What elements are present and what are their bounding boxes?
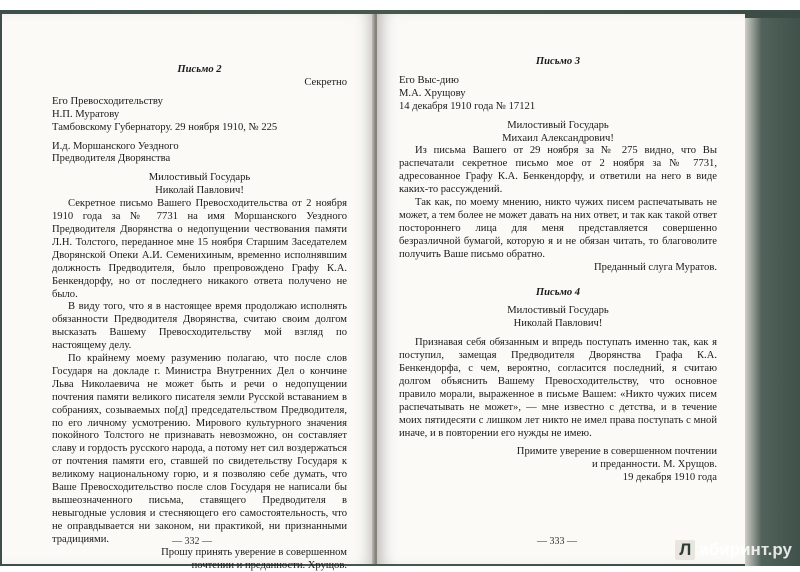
addressee-line: Тамбовскому Губернатору. 29 ноября 1910, № 225 bbox=[52, 121, 278, 133]
salutation-line: Милостивый Государь bbox=[507, 305, 609, 317]
body-paragraph: По крайнему моему разумению полагаю, что после слов Государя на докладе г. Министра Внутренних Дел о кончине Льва Николаевича не может быть и речи о недопущении почтения памяти великого писателя земли Русской вставанием в собраниях, созываемых по[д] председательством Предводителя, по его личному усмотрению. Мирового культурного значения покойного Толстого не признавать невозможно, он составляет славу и гордость русского народа, а потому нет сил воздержаться от почтения памяти его, ставшей по свидетельству Государя к великому национальному горю, и я позволяю себе думать, что Ваше Превосходительство после слов Государя не написали бы вышеозначенного письма, ставящего Предводителя в невыгодные условия и стесняющего его самостоятельность, что не оправдывается ни законом, ни практикой, ни признанными традициями. bbox=[52, 353, 347, 545]
body-paragraph: Так как, по моему мнению, никто чужих писем распечатывать не может, а тем более не может давать на них ответ, и так как такой ответ постороннего лица для меня представляется совершенно безразличной бумагой, которую я и не обязан читать, то благоволите получить Ваше письмо обратно. bbox=[399, 197, 717, 260]
addressee-line: Н.П. Муратову bbox=[52, 108, 120, 120]
left-page bbox=[2, 14, 375, 571]
body-paragraph: В виду того, что я в настоящее время продолжаю исполнять обязанности Предводителя Дворянства, считаю своим долгом высказать Вашему Превосходительству мой взгляд по настоящему делу. bbox=[52, 301, 347, 352]
addressee-line: Его Превосходительству bbox=[52, 95, 163, 107]
right-page bbox=[377, 14, 745, 564]
closing-line: почтении и преданности. Хрущов. bbox=[191, 559, 347, 571]
salutation-line: Милостивый Государь bbox=[148, 172, 251, 184]
addressee-line: Его Выс-дию bbox=[399, 74, 459, 86]
page-number: — 333 — bbox=[537, 536, 577, 547]
letter-3-heading: Письмо 3 bbox=[535, 56, 581, 67]
page-number: — 332 — bbox=[172, 536, 212, 547]
body-paragraph: Секретное письмо Вашего Превосходительства от 2 ноября 1910 года за № 7731 на имя Моршанского Уездного Предводителя Дворянства о недопущении чествования памяти Л.Н. Толстого, переданное мне 15 ноября Старшим Заседателем Дворянской Опеки А.И. Семенихиным, временно исполнявшим должность Предводителя, было препровождено Графу К.А. Бенкендорфу, но от последнего никакого ответа получено не было. bbox=[52, 198, 347, 300]
body-paragraph: Из письма Вашего от 29 ноября за № 275 видно, что Вы распечатали секретное письмо мое от 2 ноября за № 7731, адресованное Графу К.А. Бенкендорфу, и ответили на него в виде каких-то рассуждений. bbox=[399, 145, 717, 196]
closing-line: 19 декабря 1910 года bbox=[622, 472, 717, 484]
closing-line: и преданности. М. Хрущов. bbox=[591, 459, 717, 471]
body-paragraph: Признавая себя обязанным и впредь поступать именно так, как я поступил, замещая Предводителя Дворянства Графа К.А. Бенкендорфа, с чем, вероятно, согласится последний, я считаю долгом объяснить Вашему Превосходительству, что основное правило морали, выраженное в письме Вашем: «Никто чужих писем распечатывать не может», — мне известно с детства, и в течение моих пятидесяти с лишком лет никто не имел права поступать с мной иначе, и в повторении его нужды не имею. bbox=[399, 337, 717, 439]
salutation-line: Николай Павлович! bbox=[513, 318, 603, 330]
secret-label: Секретно bbox=[304, 76, 347, 88]
salutation-line: Милостивый Государь bbox=[507, 119, 609, 131]
watermark-text: абиринт.ру bbox=[699, 540, 792, 559]
addressee-line: 14 декабря 1910 года № 17121 bbox=[399, 100, 536, 112]
closing-line: Примите уверение в совершенном почтении bbox=[516, 446, 717, 458]
sender-line: И.д. Моршанского Уездного bbox=[52, 140, 179, 152]
book-edge bbox=[745, 18, 800, 566]
addressee-line: М.А. Хрущову bbox=[399, 87, 466, 99]
letter-2-heading: Письмо 2 bbox=[177, 64, 222, 75]
watermark-badge: Л bbox=[675, 540, 695, 560]
sender-line: Предводителя Дворянства bbox=[52, 153, 171, 165]
closing-line: Преданный слуга Муратов. bbox=[594, 261, 717, 273]
letter-4-heading: Письмо 4 bbox=[535, 286, 581, 298]
salutation-line: Михаил Александрович! bbox=[502, 132, 614, 144]
watermark-logo bbox=[675, 540, 792, 560]
letter-2 bbox=[52, 64, 347, 572]
closing-line: Прошу принять уверение в совершенном bbox=[161, 546, 347, 558]
letter-3 bbox=[399, 56, 717, 485]
salutation-line: Николай Павлович! bbox=[155, 185, 244, 197]
